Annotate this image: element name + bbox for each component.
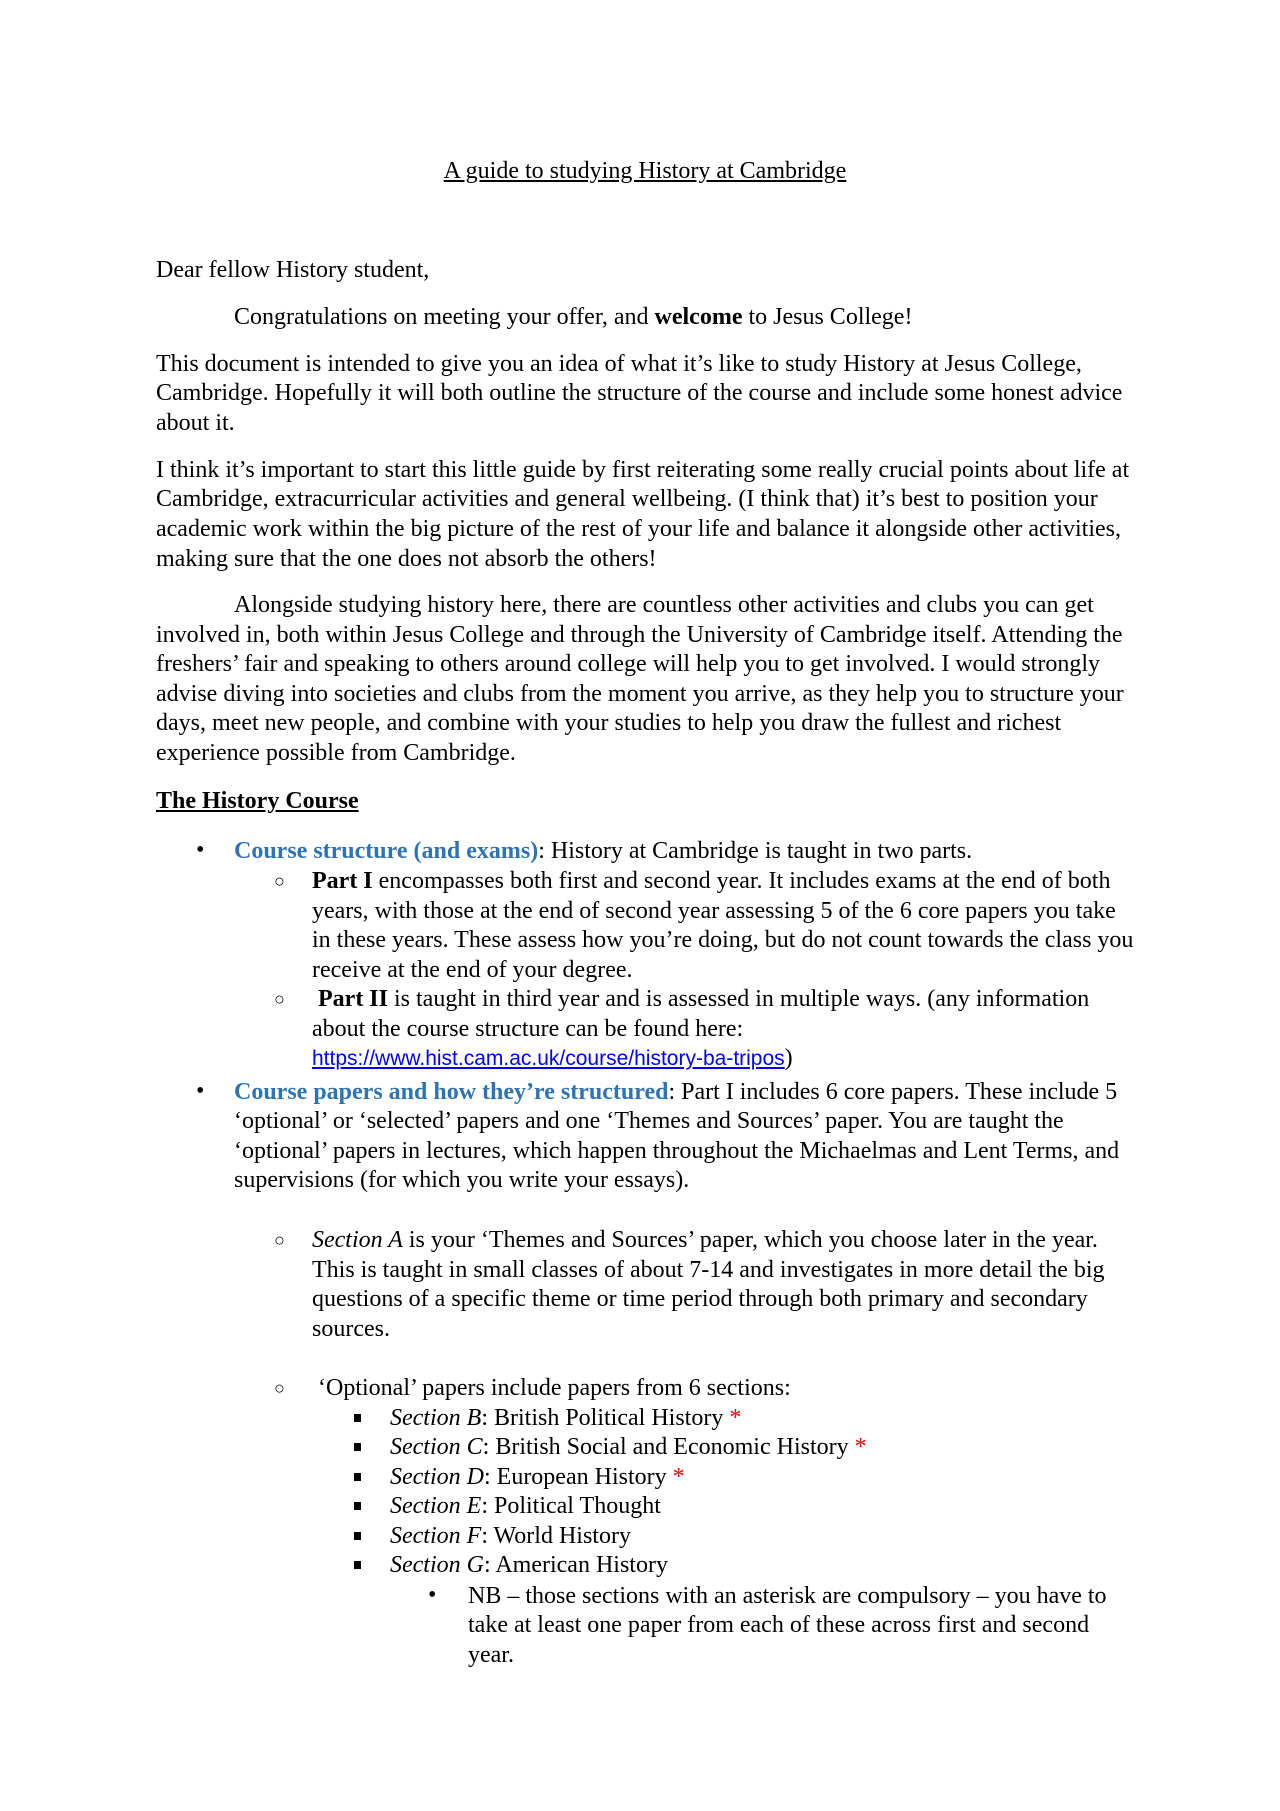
bullet-icon: • <box>196 837 205 863</box>
section-a-italic: Section A <box>312 1227 403 1253</box>
circle-bullet-icon: ○ <box>274 1230 285 1250</box>
section-item <box>390 1403 741 1433</box>
square-bullet-icon <box>354 1502 361 1510</box>
section-name: Section F <box>390 1523 482 1549</box>
para-line: Cambridge. Hopefully it will both outline the structure of the course and include some honest advice <box>156 380 1123 406</box>
section-a-line: sources. <box>312 1316 390 1342</box>
part2-line <box>312 1043 793 1073</box>
nb-line: take at least one paper from each of these across first and second <box>468 1612 1090 1638</box>
congrats-bold: welcome <box>654 304 743 330</box>
nb-line: NB – those sections with an asterisk are compulsory – you have to <box>468 1583 1107 1609</box>
para-line: days, meet new people, and combine with your studies to help you draw the fullest and richest <box>156 710 1062 736</box>
square-bullet-icon <box>354 1473 361 1481</box>
para-line: academic work within the big picture of the rest of your life and balance it alongside other activities, <box>156 516 1122 542</box>
section-name: Section B <box>390 1405 482 1431</box>
section-title: : World History <box>481 1523 631 1549</box>
course-papers-line: ‘optional’ papers in lectures, which happen throughout the Michaelmas and Lent Terms, and <box>234 1138 1120 1164</box>
circle-bullet-icon: ○ <box>274 989 285 1009</box>
asterisk: * <box>854 1434 867 1460</box>
section-title: : British Social and Economic History <box>482 1434 849 1460</box>
para-line: about it. <box>156 410 235 436</box>
part2-line: about the course structure can be found here: <box>312 1016 744 1042</box>
tripos-link[interactable]: https://www.hist.cam.ac.uk/course/history-ba-tripos <box>312 1047 785 1070</box>
congrats-line <box>234 302 912 332</box>
course-papers-line: ‘optional’ or ‘selected’ papers and one ‘Themes and Sources’ paper. You are taught the <box>234 1108 1064 1134</box>
greeting: Dear fellow History student, <box>156 257 430 283</box>
section-a-line <box>312 1225 1098 1255</box>
course-papers-text: : Part I includes 6 core papers. These include 5 <box>668 1079 1118 1105</box>
part1-bold: Part I <box>312 868 373 894</box>
optional-intro: ‘Optional’ papers include papers from 6 sections: <box>318 1375 791 1401</box>
course-papers-label: Course papers and how they’re structured <box>234 1079 669 1105</box>
section-item <box>390 1462 685 1492</box>
square-bullet-icon <box>354 1561 361 1569</box>
section-item <box>390 1432 867 1462</box>
asterisk: * <box>672 1464 685 1490</box>
part1-line: receive at the end of your degree. <box>312 957 633 983</box>
section-name: Section C <box>390 1434 483 1460</box>
section-title: : British Political History <box>481 1405 724 1431</box>
section-a-line: This is taught in small classes of about 7-14 and investigates in more detail the big <box>312 1257 1105 1283</box>
part1-text: encompasses both first and second year. It includes exams at the end of both <box>372 868 1111 894</box>
part2-bold: Part II <box>318 986 388 1012</box>
part2-line <box>318 984 1089 1014</box>
bullet-course-structure <box>234 836 972 866</box>
nb-line: year. <box>468 1642 514 1668</box>
section-title: : Political Thought <box>481 1493 661 1519</box>
section-name: Section E <box>390 1493 482 1519</box>
section-title: : European History <box>483 1464 667 1490</box>
square-bullet-icon <box>354 1443 361 1451</box>
section-name: Section D <box>390 1464 484 1490</box>
square-bullet-icon <box>354 1532 361 1540</box>
square-bullet-icon <box>354 1414 361 1422</box>
section-title: : American History <box>483 1552 668 1578</box>
para-line: Cambridge, extracurricular activities and general wellbeing. (I think that) it’s best to position your <box>156 486 1098 512</box>
section-item <box>390 1521 631 1551</box>
course-structure-text: : History at Cambridge is taught in two parts. <box>538 838 973 864</box>
asterisk: * <box>729 1405 742 1431</box>
bullet-icon: • <box>196 1078 205 1104</box>
para-line: advise diving into societies and clubs from the moment you arrive, as they help you to structure your <box>156 681 1124 707</box>
section-a-line: questions of a specific theme or time period through both primary and secondary <box>312 1286 1088 1312</box>
part1-line: in these years. These assess how you’re doing, but do not count towards the class you <box>312 927 1134 953</box>
link-close-paren: ) <box>784 1045 793 1071</box>
section-heading: The History Course <box>156 788 359 814</box>
part2-text: is taught in third year and is assessed in multiple ways. (any information <box>387 986 1090 1012</box>
congrats-post: to Jesus College! <box>742 304 913 330</box>
section-item <box>390 1550 668 1580</box>
circle-bullet-icon: ○ <box>274 1378 285 1398</box>
para-line: This document is intended to give you an idea of what it’s like to study History at Jesus College, <box>156 351 1082 377</box>
congrats-pre: Congratulations on meeting your offer, and <box>234 304 655 330</box>
bullet-course-papers <box>234 1077 1117 1107</box>
course-papers-line: supervisions (for which you write your essays). <box>234 1167 690 1193</box>
para-line: making sure that the one does not absorb the others! <box>156 546 657 572</box>
para-line: I think it’s important to start this little guide by first reiterating some really crucial points about life at <box>156 457 1130 483</box>
part1-line <box>312 866 1110 896</box>
para-line: Alongside studying history here, there are countless other activities and clubs you can get <box>234 592 1094 618</box>
document-title: A guide to studying History at Cambridge <box>443 158 847 184</box>
para-line: experience possible from Cambridge. <box>156 740 516 766</box>
circle-bullet-icon: ○ <box>274 871 285 891</box>
section-item <box>390 1491 661 1521</box>
para-line: involved in, both within Jesus College and through the University of Cambridge itself. Attending the <box>156 622 1123 648</box>
para-line: freshers’ fair and speaking to others around college will help you to get involved. I would strongly <box>156 651 1100 677</box>
section-a-text: is your ‘Themes and Sources’ paper, which you choose later in the year. <box>402 1227 1098 1253</box>
bullet-icon: • <box>428 1582 437 1608</box>
section-name: Section G <box>390 1552 484 1578</box>
part1-line: years, with those at the end of second year assessing 5 of the 6 core papers you take <box>312 898 1116 924</box>
course-structure-label: Course structure (and exams) <box>234 838 539 864</box>
